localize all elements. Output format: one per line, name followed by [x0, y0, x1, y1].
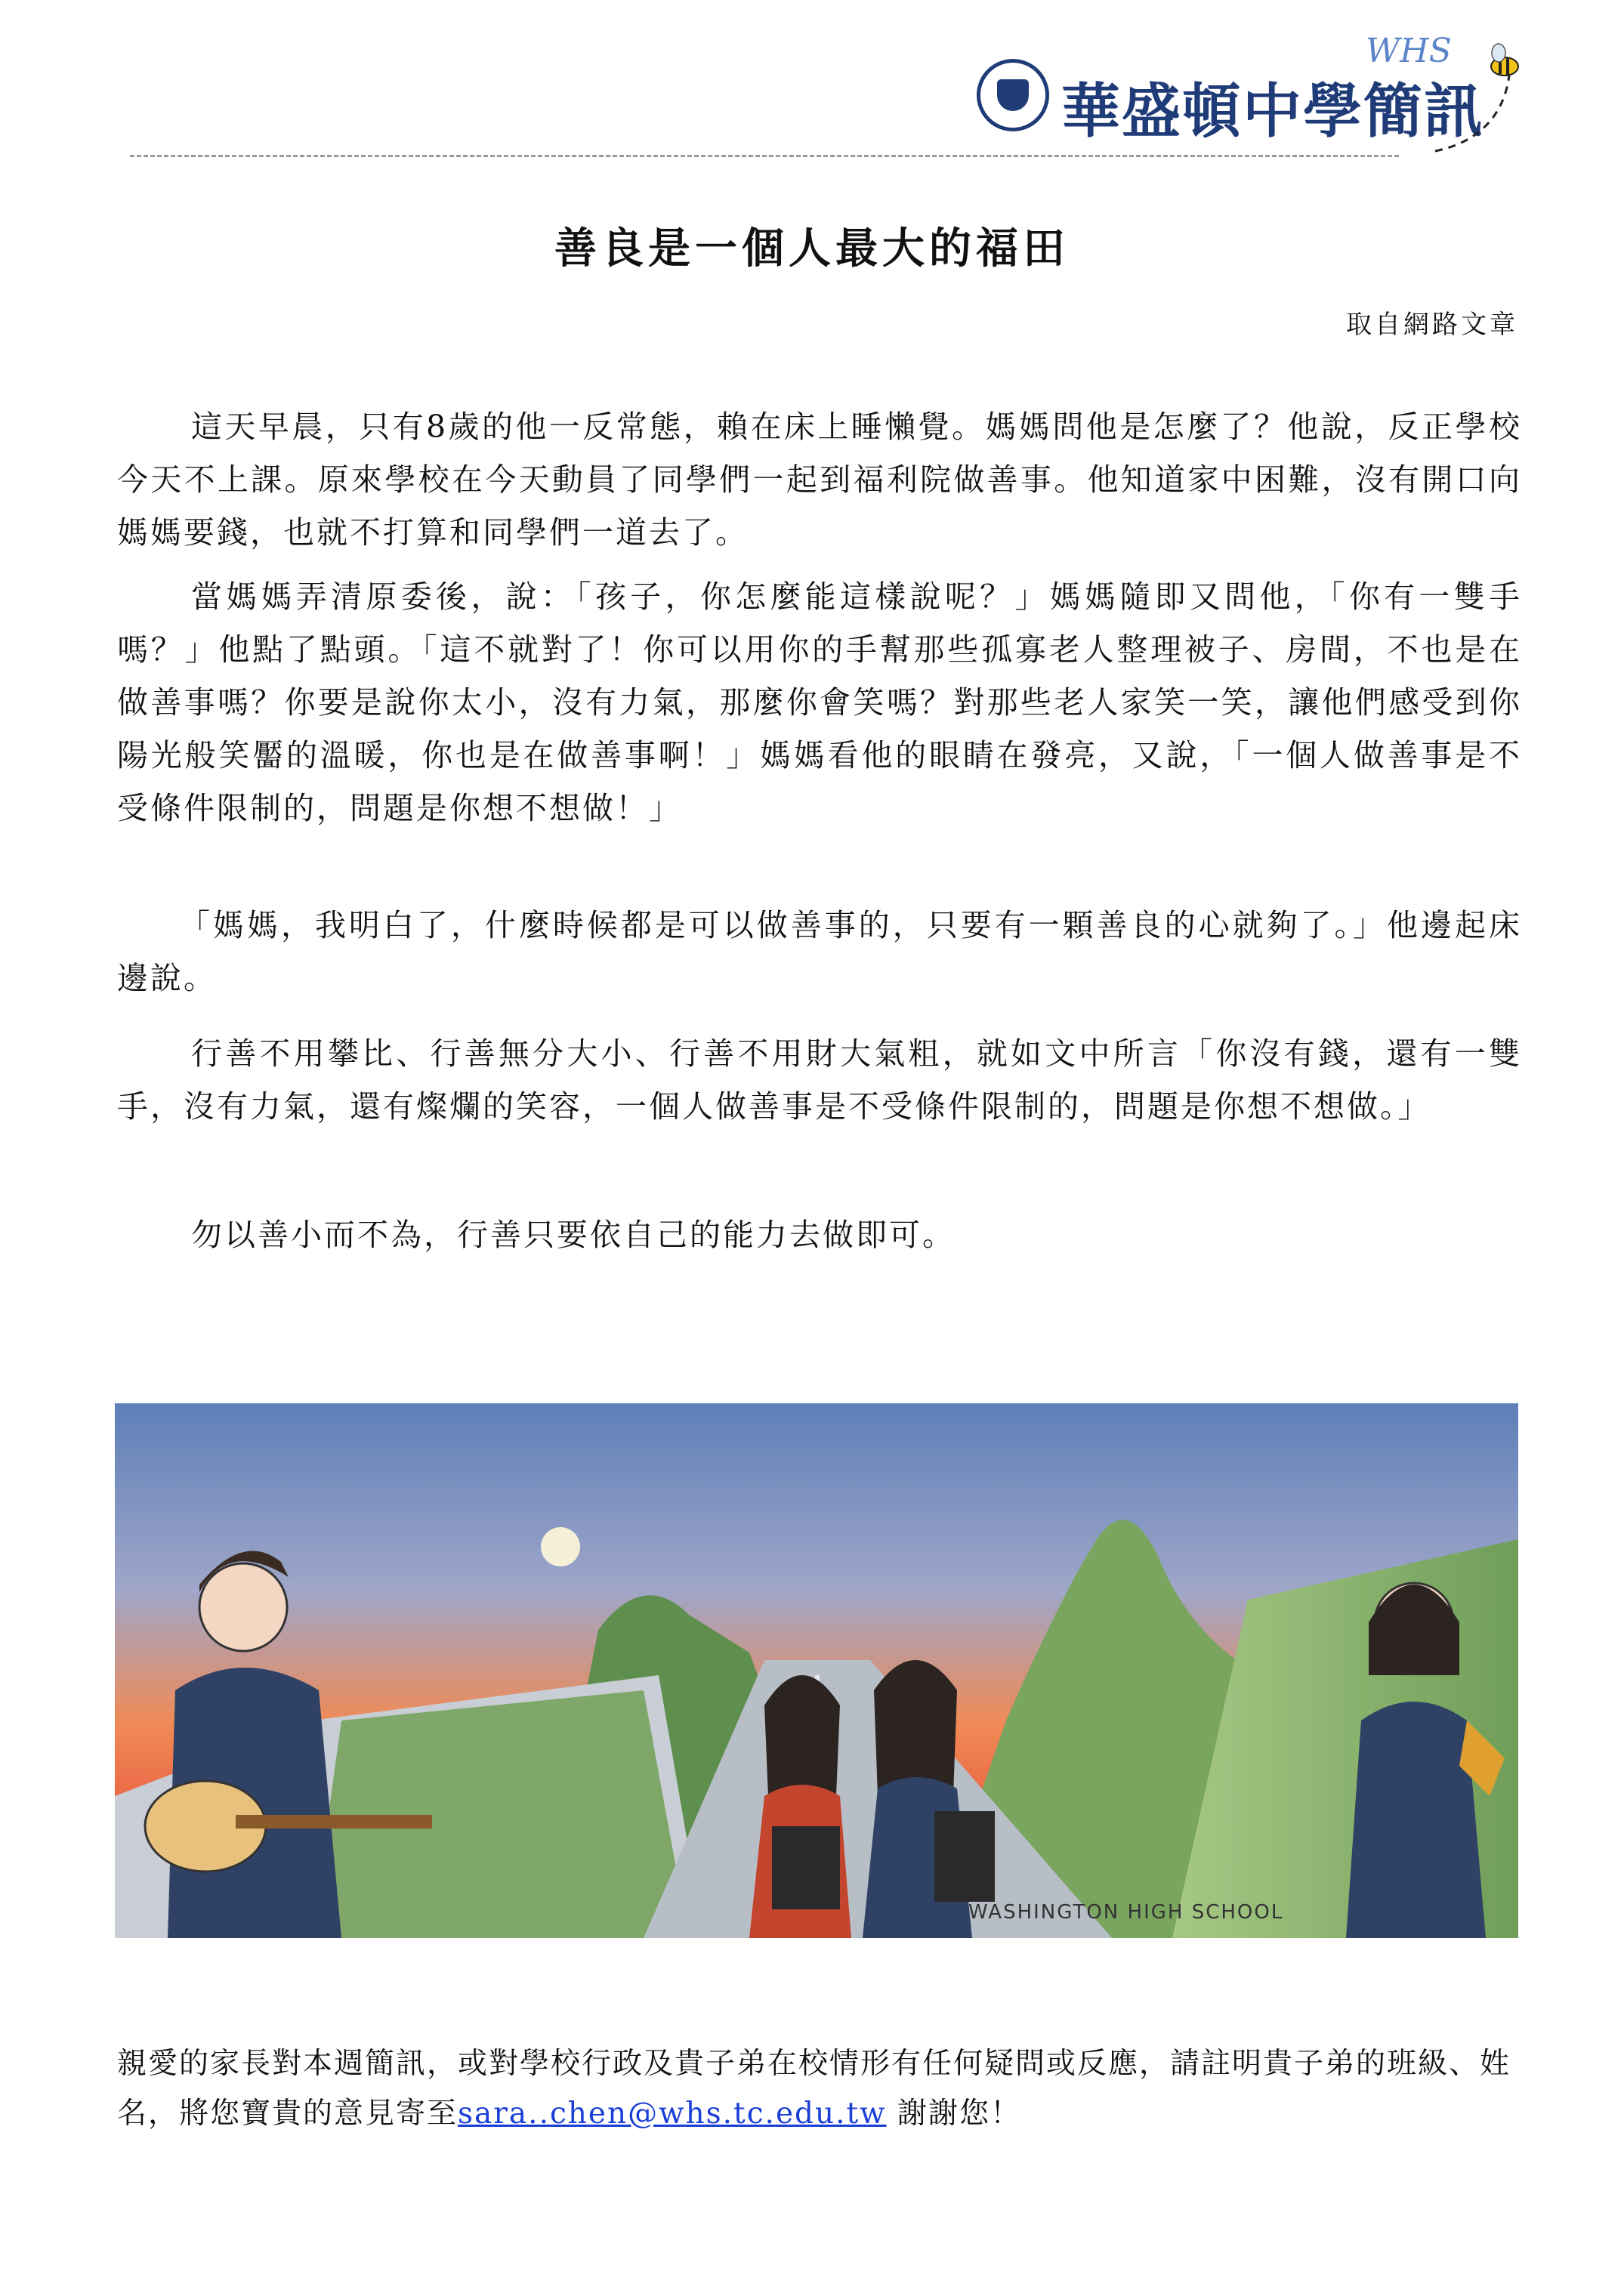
article-paragraph: 這天早晨，只有8歲的他一反常態，賴在床上睡懶覺。媽媽問他是怎麼了？他說，反正學校今天不上課。原來學校在今天動員了同學們一起到福利院做善事。他知道家中困難，沒有開口向媽媽要錢，也就不打算和同學們一道去了。	[117, 409, 1522, 551]
article-paragraph: 「媽媽，我明白了，什麼時候都是可以做善事的，只要有一顆善良的心就夠了。」他邊起床邊說。	[117, 907, 1522, 996]
bee-decoration-icon	[1420, 30, 1526, 159]
contact-footer	[117, 2039, 1522, 2139]
newsletter-logo-title: 華盛頓中學簡訊	[1061, 78, 1485, 146]
header-divider	[130, 155, 1399, 157]
illustration-caption: WASHINGTON HIGH SCHOOL	[968, 1901, 1284, 1924]
article-paragraph: 勿以善小而不為，行善只要依自己的能力去做即可。	[191, 1217, 956, 1253]
newsletter-header	[0, 0, 1624, 174]
article-paragraph: 當媽媽弄清原委後，說：「孩子，你怎麼能這樣說呢？」媽媽隨即又問他，「你有一雙手嗎？」他點了點頭。「這不就對了！你可以用你的手幫那些孤寡老人整理被子、房間，不也是在做善事嗎？你要是說你太小，沒有力氣，那麼你會笑嗎？對那些老人家笑一笑，讓他們感受到你陽光般笑靨的溫暖，你也是在做善事啊！」媽媽看他的眼睛在發亮，又說，「一個人做善事是不受條件限制的，問題是你想不想做！」	[117, 579, 1522, 826]
newsletter-logo-whs: WHS	[1366, 32, 1452, 70]
article-source: 取自網路文章	[1346, 310, 1518, 340]
school-crest-icon	[977, 59, 1049, 131]
footer-thanks: 謝謝您！	[886, 2097, 1021, 2131]
students-road-illustration	[115, 1403, 1518, 1938]
article-title: 善良是一個人最大的福田	[554, 224, 1070, 273]
footer-text: 親愛的家長對本週簡訊，或對學校行政及貴子弟在校情形有任何疑問或反應，請註明貴子弟的班級、姓名，將您寶貴的意見寄至	[117, 2047, 1511, 2131]
contact-email-link[interactable]: sara..chen@whs.tc.edu.tw	[458, 2097, 887, 2131]
article-paragraph: 行善不用攀比、行善無分大小、行善不用財大氣粗，就如文中所言「你沒有錢，還有一雙手，沒有力氣，還有燦爛的笑容，一個人做善事是不受條件限制的，問題是你想不想做。」	[117, 1035, 1522, 1125]
